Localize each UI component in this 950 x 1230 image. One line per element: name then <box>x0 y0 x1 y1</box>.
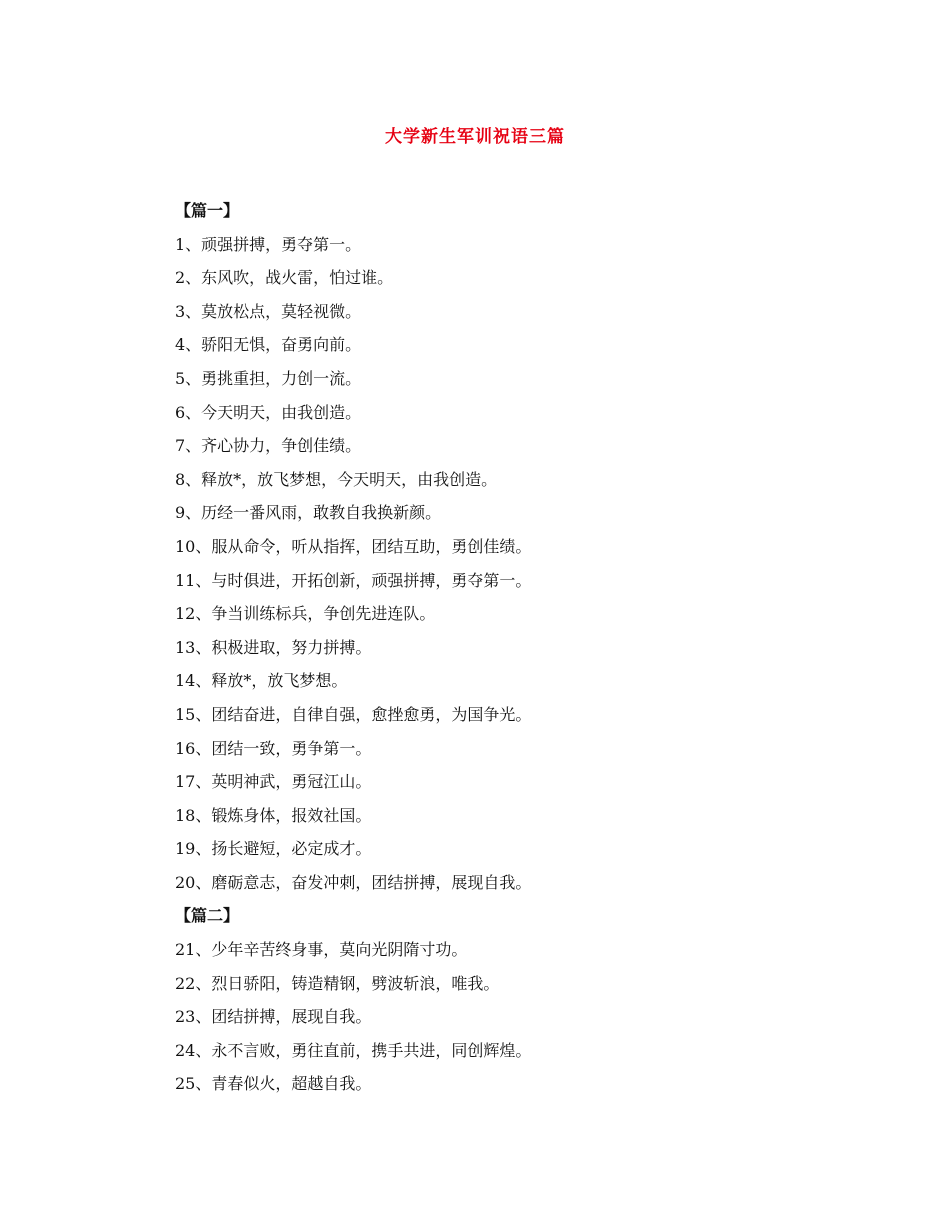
list-item: 11、与时俱进，开拓创新，顽强拼搏，勇夺第一。 <box>175 570 532 590</box>
list-item: 21、少年辛苦终身事，莫向光阴隋寸功。 <box>175 940 468 960</box>
list-item: 7、齐心协力，争创佳绩。 <box>175 436 362 456</box>
list-item: 10、服从命令，听从指挥，团结互助，勇创佳绩。 <box>175 536 532 556</box>
list-item: 1、顽强拼搏，勇夺第一。 <box>175 234 362 254</box>
list-item: 8、释放*，放飞梦想，今天明天，由我创造。 <box>175 469 498 489</box>
section-heading: 【篇一】 <box>175 201 240 220</box>
list-item: 25、青春似火，超越自我。 <box>175 1074 372 1094</box>
document-body <box>175 194 875 1101</box>
list-item: 22、烈日骄阳，铸造精钢，劈波斩浪，唯我。 <box>175 973 500 993</box>
list-item: 24、永不言败，勇往直前，携手共进，同创辉煌。 <box>175 1040 532 1060</box>
document-title: 大学新生军训祝语三篇 <box>385 127 565 147</box>
list-item: 20、磨砺意志，奋发冲刺，团结拼搏，展现自我。 <box>175 872 532 892</box>
list-item: 3、莫放松点，莫轻视微。 <box>175 301 362 321</box>
list-item: 6、今天明天，由我创造。 <box>175 402 362 422</box>
list-item: 9、历经一番风雨，敢教自我换新颜。 <box>175 503 442 523</box>
list-item: 2、东风吹，战火雷，怕过谁。 <box>175 268 394 288</box>
list-item: 12、争当训练标兵，争创先进连队。 <box>175 604 436 624</box>
list-item: 5、勇挑重担，力创一流。 <box>175 368 362 388</box>
section-heading: 【篇二】 <box>175 906 240 926</box>
list-item: 17、英明神武，勇冠江山。 <box>175 772 372 792</box>
list-item: 15、团结奋进，自律自强，愈挫愈勇，为国争光。 <box>175 704 532 724</box>
list-item: 4、骄阳无惧，奋勇向前。 <box>175 335 362 355</box>
list-item: 23、团结拼搏，展现自我。 <box>175 1007 372 1027</box>
list-item: 18、锻炼身体，报效社国。 <box>175 805 372 825</box>
list-item: 13、积极进取，努力拼搏。 <box>175 637 372 657</box>
list-item: 19、扬长避短，必定成才。 <box>175 839 372 859</box>
list-item: 14、释放*，放飞梦想。 <box>175 671 348 691</box>
list-item: 16、团结一致，勇争第一。 <box>175 738 372 758</box>
